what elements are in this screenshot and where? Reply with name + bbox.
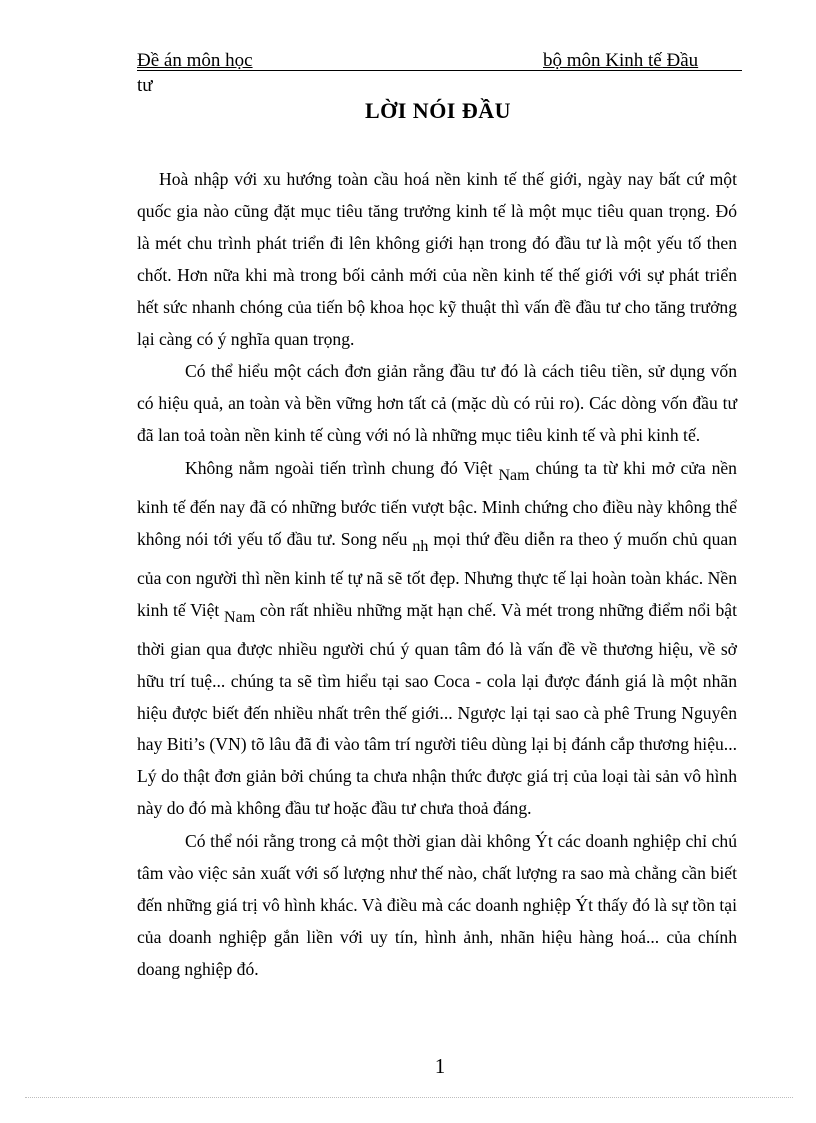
subscript-nh: nh bbox=[412, 537, 429, 555]
paragraph-3-text-3: mọi thứ đều diễn ra theo ý muốn chủ quan của con người thì nền kinh tế tự nã sẽ tốt đẹp. Nhưng thực tế lại hoàn toàn khác. Nền kinh tế Việt bbox=[137, 528, 738, 620]
page-title: LỜI NÓI ĐẦU bbox=[364, 98, 512, 123]
header-department-label: bộ môn Kinh tế Đầu bbox=[543, 50, 699, 71]
header-course-label: Đề án môn học bbox=[137, 50, 253, 71]
paragraph-3-text-1: Không nằm ngoài tiến trình chung đó Việt bbox=[185, 458, 493, 479]
paragraph-3 bbox=[137, 453, 737, 825]
paragraph-2: Có thể hiểu một cách đơn giản rằng đầu tư đó là cách tiêu tiền, sử dụng vốn có hiệu quả, an toàn và bền vững hơn tất cả (mặc dù có rủi ro). Các dòng vốn đầu tư đã lan toả toàn nền kinh tế cùng với nó là những mục tiêu kinh tế và phi kinh tế. bbox=[137, 361, 737, 446]
page-bottom-dotted-rule bbox=[25, 1097, 793, 1098]
paragraph-3-text-4: còn rất nhiều những mặt hạn chế. Và mét trong những điểm nổi bật thời gian qua được nhiều người chú ý quan tâm đó là vấn đề về thương hiệu, về sở hữu trí tuệ... chúng ta sẽ tìm hiểu tại sao Coca - cola lại được đánh giá là một nhãn hiệu được biết đến nhiều nhất trên thế giới... Ngược lại tại sao cà phê Trung Nguyên hay Biti’s (VN) tõ lâu đã đi vào tâm trí người tiêu dùng lại bị đánh cắp thương hiệu... Lý do thật đơn giản bởi chúng ta chưa nhận thức được giá trị của loại tài sản vô hình này do đó mà không đầu tư hoặc đầu tư chưa thoả đáng. bbox=[137, 599, 737, 819]
page-number: 1 bbox=[434, 1054, 446, 1078]
paragraph-1: Hoà nhập với xu hướng toàn cầu hoá nền kinh tế thế giới, ngày nay bất cứ một quốc gia nào cũng đặt mục tiêu tăng trưởng kinh tế là một mục tiêu quan trọng. Đó là mét chu trình phát triển đi lên không giới hạn trong đó đầu tư là một yếu tố then chốt. Hơn nữa khi mà trong bối cảnh mới của nền kinh tế thế giới với sự phát triển hết sức nhanh chóng của tiến bộ khoa học kỹ thuật thì vấn đề đầu tư cho tăng trưởng lại càng có ý nghĩa quan trọng. bbox=[137, 169, 737, 349]
header-department-wrap: tư bbox=[137, 75, 153, 96]
document-body bbox=[137, 164, 737, 987]
header-rule bbox=[137, 70, 742, 71]
subscript-nam-2: Nam bbox=[224, 608, 256, 626]
paragraph-4: Có thể nói rằng trong cả một thời gian dài không Ýt các doanh nghiệp chỉ chú tâm vào việc sản xuất với số lượng như thế nào, chất lượng ra sao mà chẳng cần biết đến những giá trị vô hình khác. Và điều mà các doanh nghiệp Ýt thấy đó là sự tồn tại của doanh nghiệp gắn liền với uy tín, hình ảnh, nhãn hiệu hàng hoá... của chính doang nghiệp đó. bbox=[137, 831, 737, 979]
subscript-nam-1: Nam bbox=[498, 467, 530, 485]
paragraph-3-text-2: chúng ta từ khi mở cửa nền kinh tế đến nay đã có những bước tiến vượt bậc. Minh chứng cho điều này không thể không nói tới yếu tố đầu tư. Song nếu bbox=[137, 458, 737, 549]
